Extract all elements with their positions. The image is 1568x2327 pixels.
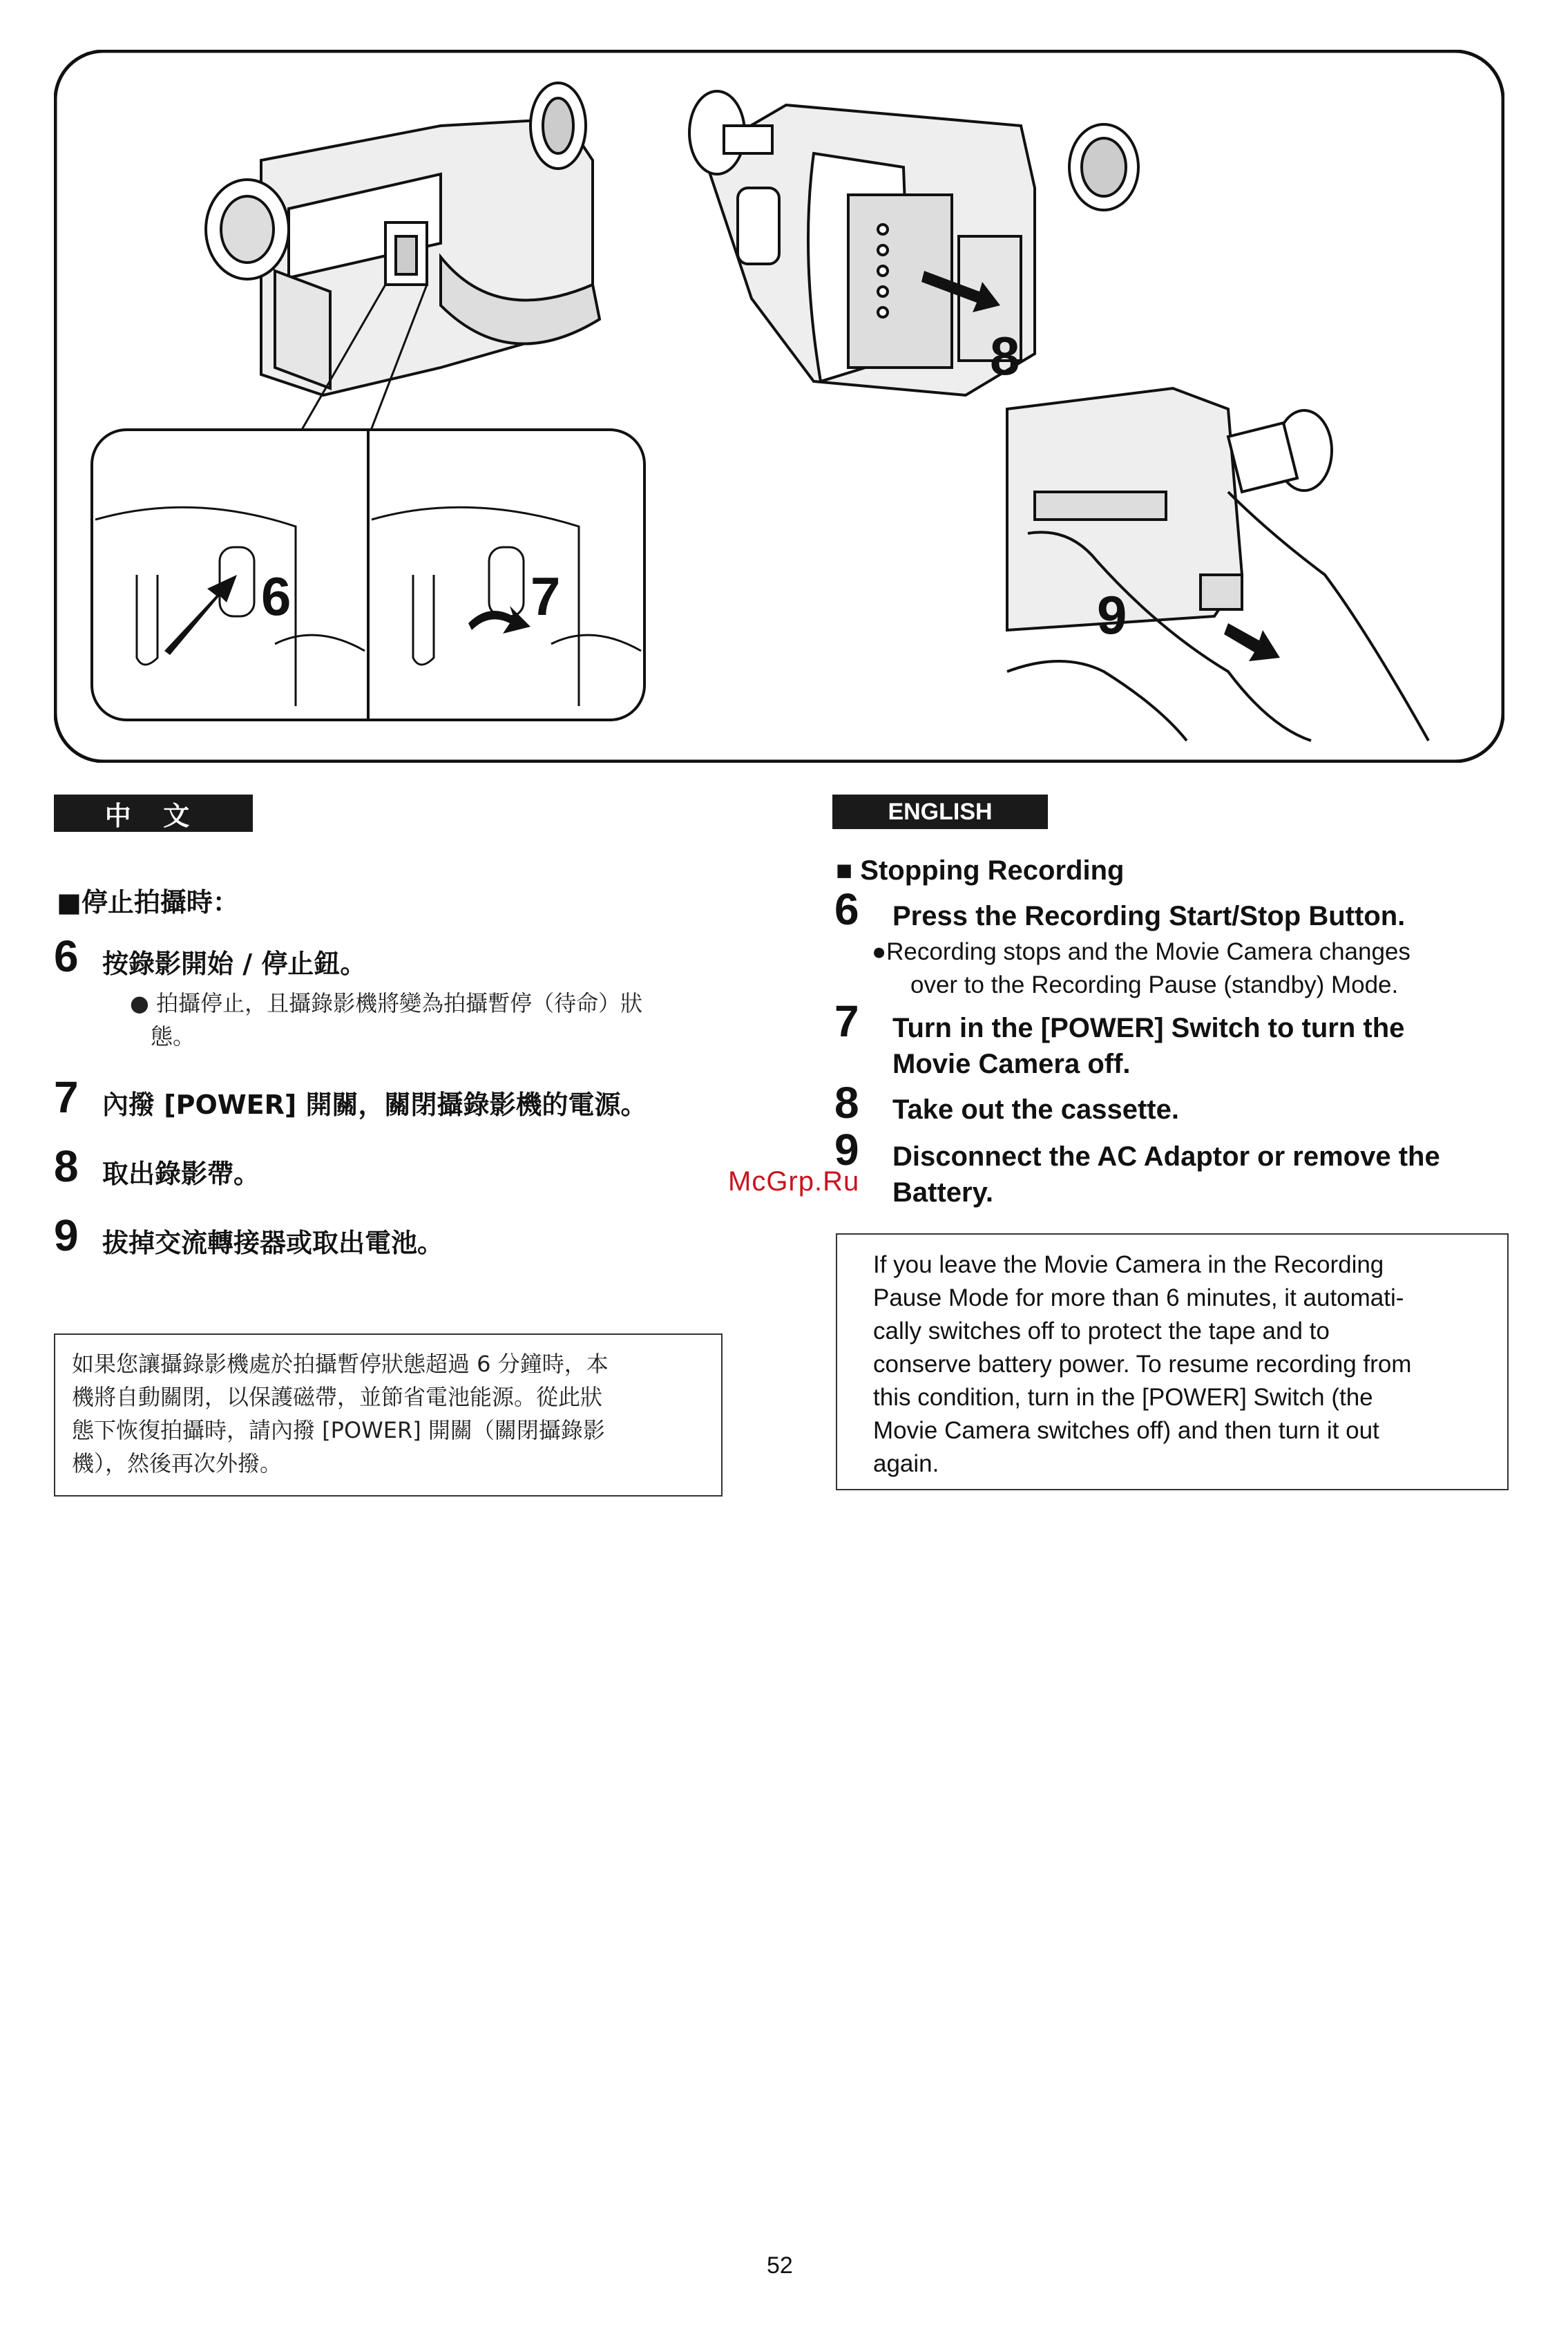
en-step-text-9-cont: Battery. <box>892 1177 993 1208</box>
en-step-text-8: Take out the cassette. <box>892 1094 1179 1125</box>
chinese-section-tag: 中 文 <box>54 795 253 832</box>
step-6-label: 6 <box>261 566 291 627</box>
en-note-line: conserve battery power. To resume recording from <box>873 1351 1412 1378</box>
camcorder-illustration <box>54 50 1504 763</box>
en-step-number-7: 7 <box>834 996 859 1046</box>
zh-step-text-9: 拔掉交流轉接器或取出電池。 <box>102 1228 444 1258</box>
en-step-text-9: Disconnect the AC Adaptor or remove the <box>892 1141 1440 1172</box>
step-7-label: 7 <box>530 566 561 627</box>
english-note-box <box>836 1233 1509 1490</box>
en-note-line: Pause Mode for more than 6 minutes, it automati- <box>873 1284 1404 1311</box>
zh-note-line: 態下恢復拍攝時，請內撥 [POWER] 開關（關閉攝錄影 <box>72 1417 605 1443</box>
chinese-note-box <box>54 1333 723 1497</box>
english-heading: ■ Stopping Recording <box>836 855 1125 886</box>
en-note-line: Movie Camera switches off) and then turn it out <box>873 1417 1379 1444</box>
zh-step-number-9: 9 <box>54 1210 79 1260</box>
en-step-6-bullet: ●Recording stops and the Movie Camera changes <box>872 938 1411 965</box>
en-step-text-6: Press the Recording Start/Stop Button. <box>892 901 1406 931</box>
watermark: McGrp.Ru <box>728 1166 860 1197</box>
zh-note-line: 如果您讓攝錄影機處於拍攝暫停狀態超過 6 分鐘時，本 <box>72 1351 609 1377</box>
en-note-line: cally switches off to protect the tape and to <box>873 1318 1330 1345</box>
zh-step-number-7: 7 <box>54 1072 79 1122</box>
en-step-6-bullet-cont: over to the Recording Pause (standby) Mode. <box>910 971 1399 998</box>
power-switch-closeups <box>92 430 644 720</box>
zh-note-line: 機將自動關閉，以保護磁帶，並節省電池能源。從此狀 <box>72 1384 603 1410</box>
english-section-tag: ENGLISH <box>832 795 1048 829</box>
zh-step-6-bullet: ● 拍攝停止，且攝錄影機將變為拍攝暫停（待命）狀 <box>130 990 643 1016</box>
chinese-heading: ■停止拍攝時： <box>57 887 239 918</box>
en-note-line: If you leave the Movie Camera in the Recording <box>873 1251 1384 1278</box>
zh-note-line: 機），然後再次外撥。 <box>72 1450 283 1476</box>
zh-step-number-8: 8 <box>54 1141 79 1191</box>
en-step-number-6: 6 <box>834 884 859 934</box>
en-note-line: this condition, turn in the [POWER] Switch (the <box>873 1384 1373 1411</box>
page-number: 52 <box>767 2252 793 2279</box>
en-step-text-7-cont: Movie Camera off. <box>892 1049 1131 1079</box>
zh-step-text-8: 取出錄影帶。 <box>102 1159 260 1189</box>
en-step-text-7: Turn in the [POWER] Switch to turn the <box>892 1013 1405 1043</box>
en-step-number-8: 8 <box>834 1078 859 1128</box>
en-step-number-9: 9 <box>834 1125 859 1175</box>
zh-step-6-bullet-cont: 態。 <box>151 1023 195 1049</box>
step-9-label: 9 <box>1097 585 1127 645</box>
zh-step-number-6: 6 <box>54 931 79 981</box>
step-8-label: 8 <box>990 325 1020 386</box>
en-note-line: again. <box>873 1450 939 1477</box>
zh-step-text-7: 內撥 [POWER] 開關，關閉攝錄影機的電源。 <box>102 1090 647 1120</box>
zh-step-text-6: 按錄影開始 / 停止鈕。 <box>102 949 367 979</box>
